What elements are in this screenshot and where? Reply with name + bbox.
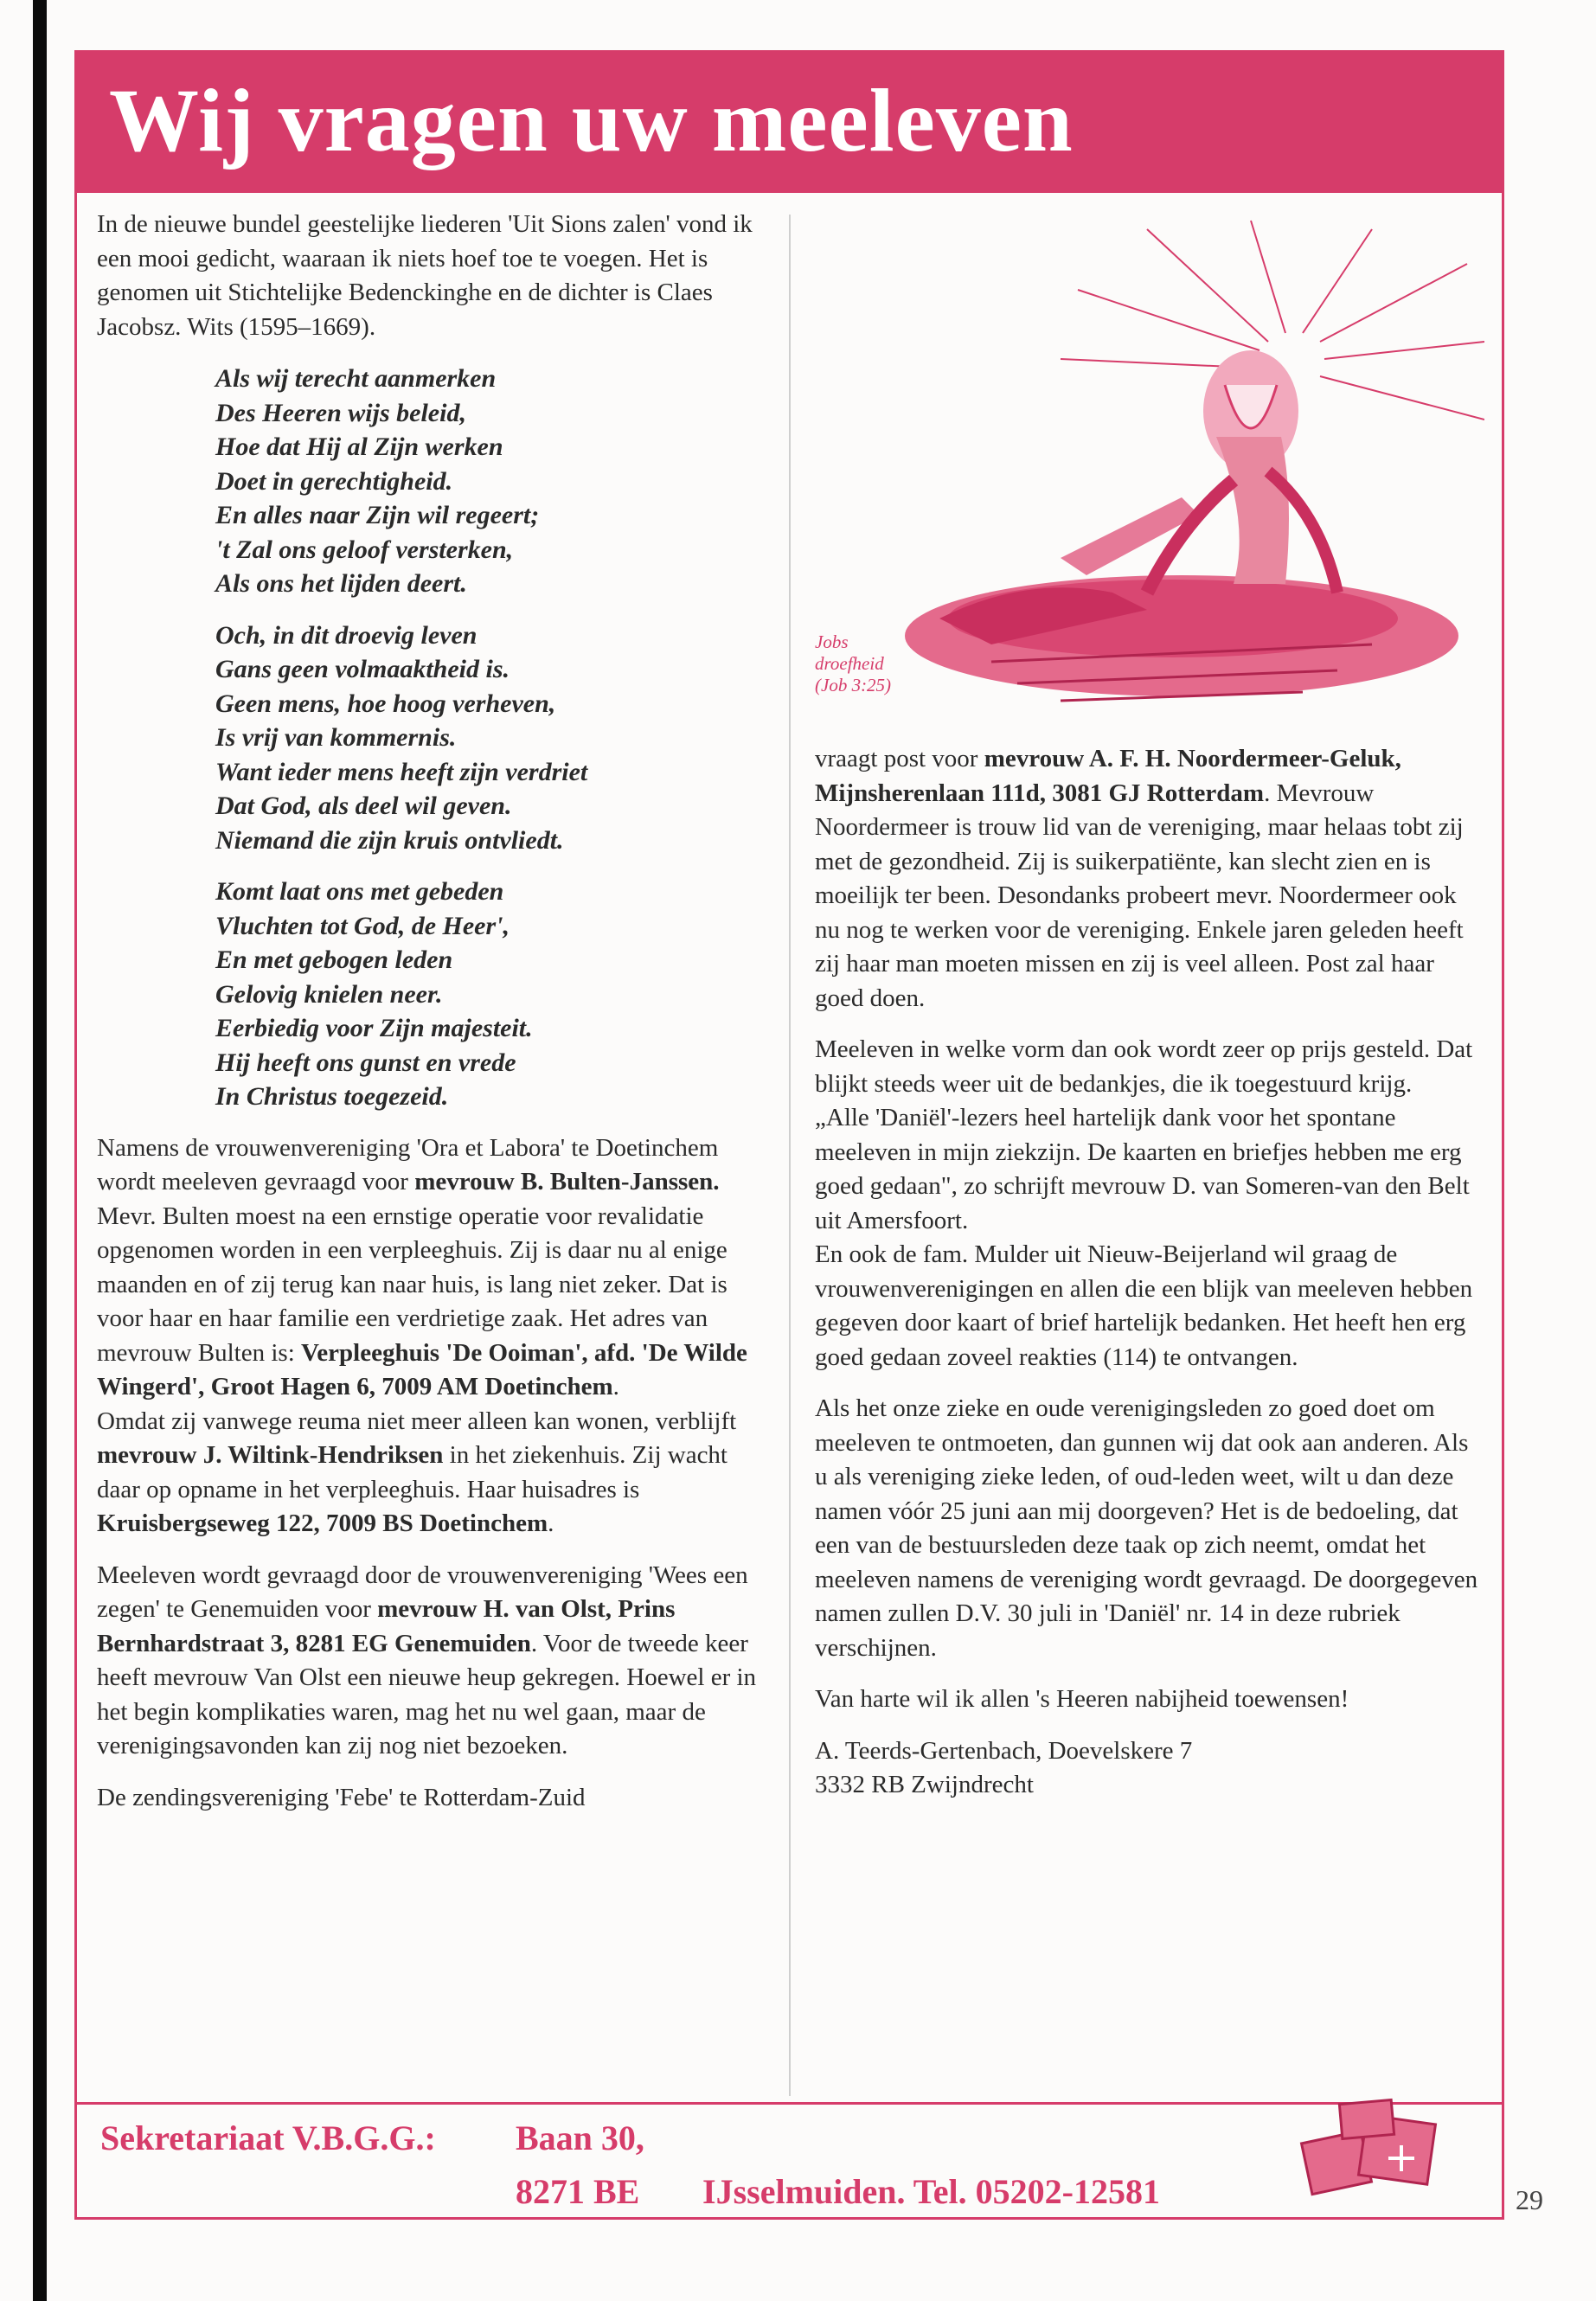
signature-name: A. Teerds-Gertenbach, Doevelskere 7 [815,1736,1193,1765]
recipient-name: mevrouw J. Wiltink-Hendriksen [97,1441,444,1469]
thanks-quote: „Alle 'Daniël'-lezers heel hartelijk dank voor het spontane meeleven in mijn ziekzijn. De kaarten en briefjes hebben me erg goed gedaan", zo schrijft mevrouw D. van Someren-van den Belt uit Amersfoort. [815,1104,1470,1234]
poem-line: En alles naar Zijn wil regeert; [215,501,540,529]
page-title: Wij vragen uw meeleven [109,71,1074,170]
poem-line: Eerbiedig voor Zijn majesteit. [215,1014,533,1042]
text-run: vraagt post voor [815,745,984,772]
right-column [815,742,1479,1803]
page-number: 29 [1516,2184,1543,2215]
poem-line: Komt laat ons met gebeden [215,877,504,906]
poem-line: Des Heeren wijs beleid, [215,398,466,427]
poem-line: 't Zal ons geloof versterken, [215,535,514,564]
job-illustration [888,212,1484,727]
books-logo-icon [1289,2093,1462,2202]
secretariat-city-phone: IJsselmuiden. Tel. 05202-12581 [702,2172,1160,2211]
bulten-paragraph [97,1131,765,1405]
recipient-address: Kruisbergseweg 122, 7009 BS Doetinchem [97,1509,548,1537]
poem-line: Vluchten tot God, de Heer', [215,911,510,940]
poem-line: Gans geen volmaaktheid is. [215,655,510,683]
intro-paragraph: In de nieuwe bundel geestelijke liederen 'Uit Sions zalen' vond ik een mooi gedicht, waaraan ik niets hoef toe te voegen. Het is genomen uit Stichtelijke Bedenckinghe en de dichter is Claes Jacobsz. Wits (1595–1669). [97,210,753,341]
closing-wish: Van harte wil ik allen 's Heeren nabijheid toewensen! [815,1685,1349,1713]
recipient-address: mevrouw A. F. H. Noordermeer-Geluk, Mijnsherenlaan 111d, 3081 GJ Rotterdam [815,745,1401,807]
text-run: Meeleven wordt gevraagd door de vrouwenvereniging 'Wees een zegen' te Genemuiden voor [97,1561,748,1623]
poem-line: Niemand die zijn kruis ontvliedt. [215,825,564,855]
poem-stanza-2 [215,619,765,858]
secretariat-street: Baan 30, [516,2118,644,2157]
text-run: . [612,1373,619,1400]
left-column [97,208,765,1832]
text-run: in het ziekenhuis. Zij wacht daar op opname in het verpleeghuis. Haar huisadres is [97,1441,727,1503]
recipient-address: mevrouw H. van Olst, Prins Bernhardstraat 3, 8281 EG Genemuiden [97,1595,676,1657]
poem-stanza-3 [215,875,765,1114]
poem-line: Want ieder mens heeft zijn verdriet [215,757,588,786]
poem-line: Als ons het lijden deert. [215,569,467,598]
wiltink-paragraph [97,1405,765,1541]
text-run: . Mevrouw Noordermeer is trouw lid van de vereniging, maar helaas tobt zij met de gezondheid. Zij is suikerpatiënte, kan slecht zien en is moeilijk ter been. Desondanks probeert mevr. Noordermeer ook nu nog te werken voor de vereniging. Enkele jaren geleden heeft zij haar man moeten missen en zij is veel alleen. Post zal haar goed doen. [815,779,1464,1012]
text-run: Omdat zij vanwege reuma niet meer alleen kan wonen, verblijft [97,1407,737,1435]
van-olst-paragraph [97,1559,765,1764]
recipient-address: Verpleeghuis 'De Ooiman', afd. 'De Wilde Wingerd', Groot Hagen 6, 7009 AM Doetinchem [97,1338,747,1400]
signature-address: 3332 RB Zwijndrecht [815,1771,1034,1798]
title-banner [74,50,1504,193]
text-run: . [548,1509,554,1537]
poem-line: Hij heeft ons gunst en vrede [215,1048,516,1077]
poem-line: Hoe dat Hij al Zijn werken [215,433,503,461]
poem-line: Doet in gerechtigheid. [215,466,453,496]
poem-line: Gelovig knielen neer. [215,979,443,1009]
illustration-caption: Jobs droefheid (Job 3:25) [815,631,892,695]
febe-paragraph-start: De zendingsvereniging 'Febe' te Rotterdam-Zuid [97,1783,586,1811]
mulder-paragraph: En ook de fam. Mulder uit Nieuw-Beijerland wil graag de vrouwenverenigingen en allen die een blijk van meeleven hebben gegeven door kaart of brief hartelijk bedanken. Het heeft hen erg goed gedaan zoveel reakties (114) te ontvangen. [815,1240,1473,1371]
poem-line: Is vrij van kommernis. [215,723,457,752]
page-spine-edge [33,0,47,2301]
poem-stanza-1 [215,362,765,601]
column-divider [789,215,791,2096]
request-paragraph: Als het onze zieke en oude verenigingsleden zo goed doet om meeleven te ontmoeten, dan gunnen wij dat ook aan anderen. Als u als vereniging zieke leden, of oud-leden weet, wilt u dan deze namen vóór 25 juni aan mij doorgeven? Het is de bedoeling, dat een van de bestuursleden deze taak op zich neemt, omdat het meeleven namens de vereniging wordt gevraagd. De doorgegeven namen zullen D.V. 30 juli in 'Daniël' nr. 14 in deze rubriek verschijnen. [815,1394,1478,1662]
poem-line: In Christus toegezeid. [215,1082,449,1111]
secretariat-label: Sekretariaat V.B.G.G.: [100,2118,436,2157]
poem-line: Och, in dit droevig leven [215,620,478,650]
poem-line: En met gebogen leden [215,945,453,974]
secretariat-postcode: 8271 BE [516,2172,640,2211]
recipient-name: mevrouw B. Bulten-Janssen. [414,1168,720,1195]
poem-line: Geen mens, hoe hoog verheven, [215,689,556,718]
text-run: Mevr. Bulten moest na een ernstige operatie voor revalidatie opgenomen worden in een verpleeghuis. Zij is daar nu al enige maanden en of zij terug kan naar huis, is lang niet zeker. Dat is voor haar en haar familie een verdrietige zaak. Het adres van mevrouw Bulten is: [97,1202,727,1367]
thanks-paragraph: Meeleven in welke vorm dan ook wordt zeer op prijs gesteld. Dat blijkt steeds weer uit de bedankjes, die ik toegestuurd krijg. [815,1035,1473,1098]
poem-line: Als wij terecht aanmerken [215,364,497,393]
noordermeer-paragraph [815,742,1479,1016]
text-run: Namens de vrouwenvereniging 'Ora et Labora' te Doetinchem wordt meeleven gevraagd voor [97,1133,719,1195]
text-run: . Voor de tweede keer heeft mevrouw Van Olst een nieuwe heup gekregen. Hoewel er in het begin komplikaties waren, mag het nu wel gaan, maar de verenigingsavonden kan zij nog niet bezoeken. [97,1629,757,1759]
poem-line: Dat God, als deel wil geven. [215,792,512,820]
